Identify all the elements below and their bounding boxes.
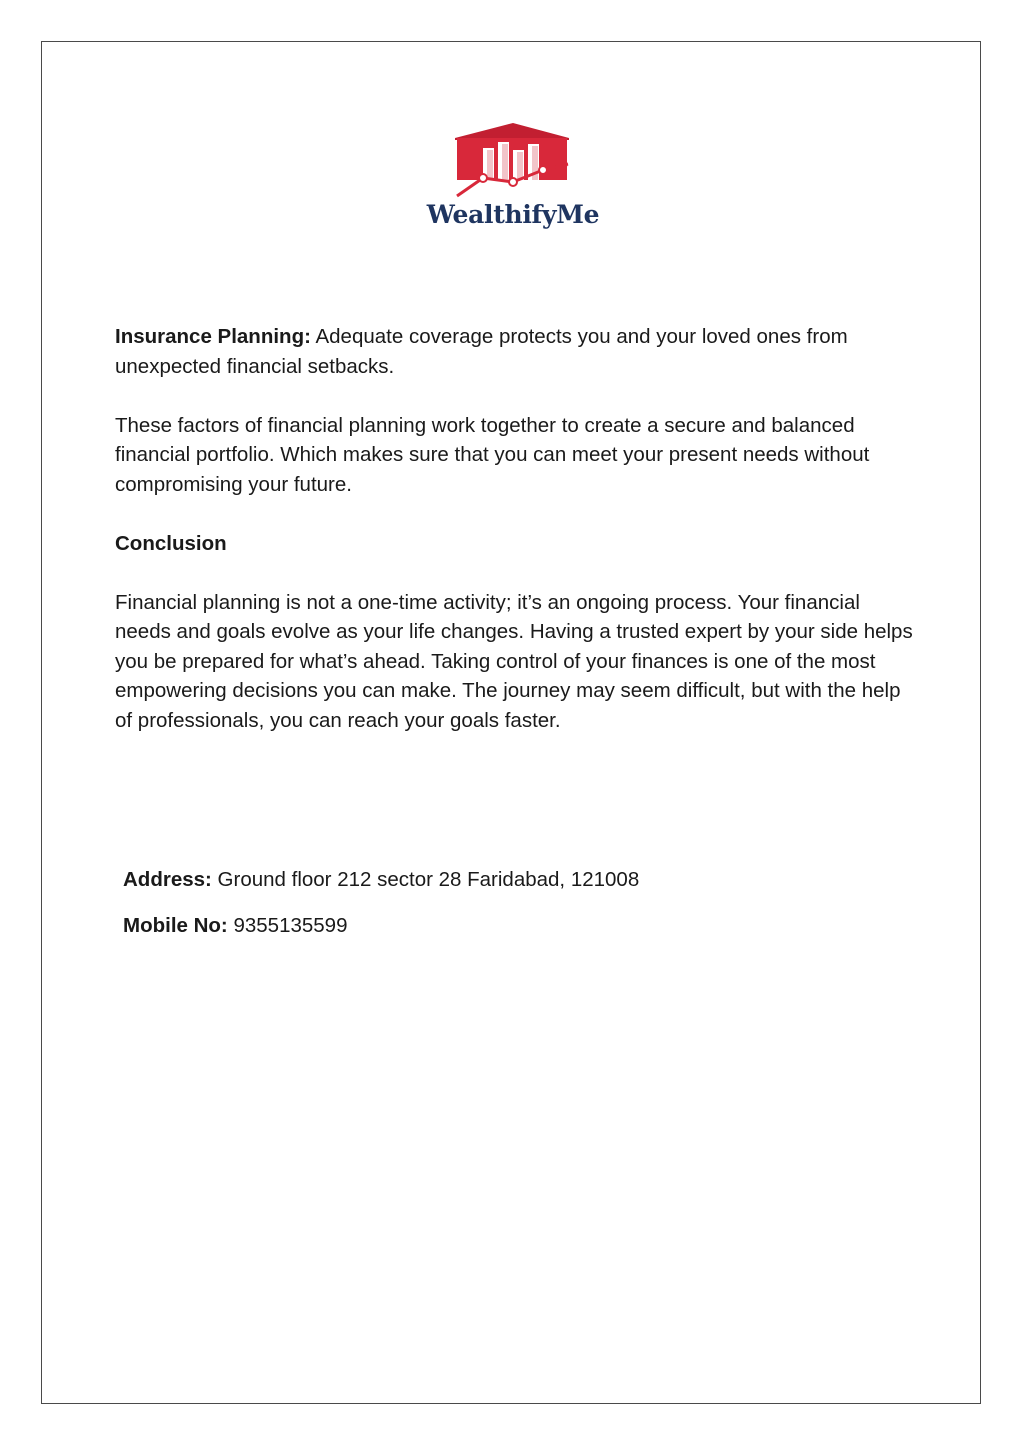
insurance-text: Adequate coverage protects you and your loved ones from unexpected financial setbacks. [115,325,848,378]
mobile-value: 9355135599 [227,913,348,937]
brand-name: WealthifyMe [426,200,600,229]
conclusion-heading: Conclusion [115,531,227,555]
house-bar-chart-logo-icon [423,120,603,200]
address-label: Address: [123,868,212,891]
brand-logo [423,120,603,238]
address-line [123,865,923,895]
factors-paragraph: These factors of financial planning work together to create a secure and balanced financial portfolio. Which makes sure that you can meet your present needs without compromising your future. [115,413,870,496]
address-value: Ground floor 212 sector 28 Faridabad, 121008 [211,868,640,891]
mobile-line [123,911,923,941]
mobile-label: Mobile No: [123,913,228,937]
conclusion-paragraph: Financial planning is not a one-time activity; it’s an ongoing process. Your financial needs and goals evolve as your life changes. Having a trusted expert by your side helps you be prepared for what’s ahead. Taking control of your finances is one of the most empowering decisions you can make. The journey may seem difficult, but with the help of professionals, you can reach your goals faster. [115,590,913,732]
insurance-label: Insurance Planning: [115,325,311,348]
insurance-paragraph [115,322,915,381]
contact-block [123,865,923,956]
document-body [115,322,915,765]
